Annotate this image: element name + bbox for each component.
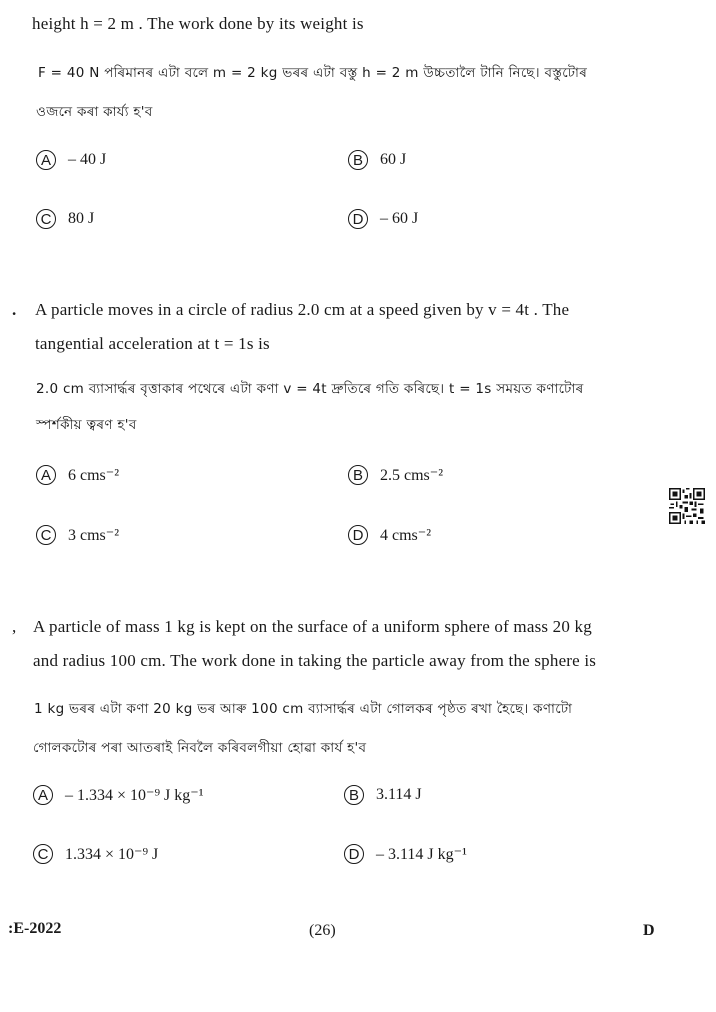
option-value: 3 cms⁻² xyxy=(68,527,120,544)
option-letter-d: D xyxy=(348,209,368,229)
q3-bullet: , xyxy=(12,617,17,636)
option-value: 60 J xyxy=(380,151,407,168)
option-letter-a: A xyxy=(33,785,53,805)
option-value: – 3.114 J kg⁻¹ xyxy=(376,846,467,863)
q1-option-b[interactable] xyxy=(348,150,406,170)
option-letter-a: A xyxy=(36,465,56,485)
q2-option-b[interactable] xyxy=(348,465,443,485)
q2-bullet: . xyxy=(12,300,17,319)
option-letter-b: B xyxy=(348,150,368,170)
option-letter-a: A xyxy=(36,150,56,170)
q3-assamese-line2: গোলকটোৰ পৰা আতৰাই নিবলৈ কৰিবলগীয়া হোৱা কাৰ্য হ'ব xyxy=(33,740,367,756)
q2-english-line2: tangential acceleration at t = 1s is xyxy=(35,334,270,353)
q3-option-b[interactable] xyxy=(344,785,422,805)
q1-assamese-line2: ওজনে কৰা কাৰ্য্য হ'ব xyxy=(36,104,153,120)
q2-assamese-line1: 2.0 cm ব্যাসাৰ্দ্ধৰ বৃত্তাকাৰ পথেৰে এটা কণা v = 4t দ্ৰুতিৰে গতি কৰিছে। t = 1s সময়ত কণাটোৰ xyxy=(36,381,584,397)
q2-option-a[interactable] xyxy=(36,465,119,485)
q1-english-tail: height h = 2 m . The work done by its weight is xyxy=(32,14,364,33)
option-letter-d: D xyxy=(344,844,364,864)
option-value: 80 J xyxy=(68,210,95,227)
option-value: 3.114 J xyxy=(376,786,422,803)
q1-option-d[interactable] xyxy=(348,209,418,229)
q1-option-c[interactable] xyxy=(36,209,94,229)
exam-code: :E-2022 xyxy=(8,920,62,937)
q3-option-a[interactable] xyxy=(33,785,204,805)
q3-assamese-line1: 1 kg ভৰৰ এটা কণা 20 kg ভৰ আৰু 100 cm ব্যাসাৰ্দ্ধৰ এটা গোলকৰ পৃষ্ঠত ৰখা হৈছে। কণাটো xyxy=(34,701,573,717)
q3-option-c[interactable] xyxy=(33,844,158,864)
qr-code-icon xyxy=(669,488,705,524)
option-letter-c: C xyxy=(36,525,56,545)
q3-option-d[interactable] xyxy=(344,844,467,864)
option-value: – 60 J xyxy=(380,210,419,227)
option-value: 2.5 cms⁻² xyxy=(380,467,444,484)
page-number: (26) xyxy=(309,922,336,939)
option-letter-b: B xyxy=(348,465,368,485)
q3-english-line2: and radius 100 cm. The work done in taking the particle away from the sphere is xyxy=(33,651,597,670)
option-value: – 1.334 × 10⁻⁹ J kg⁻¹ xyxy=(65,787,204,804)
q2-assamese-line2: স্পৰ্শকীয় ত্বৰণ হ'ব xyxy=(36,417,137,433)
option-letter-b: B xyxy=(344,785,364,805)
q1-assamese-line1: F = 40 N পৰিমানৰ এটা বলে m = 2 kg ভৰৰ এটা বস্তু h = 2 m উচ্চতালৈ টানি নিছে। বস্তুটোৰ xyxy=(38,65,588,81)
q2-english-line1: A particle moves in a circle of radius 2.0 cm at a speed given by v = 4t . The xyxy=(35,300,570,319)
option-value: 6 cms⁻² xyxy=(68,467,120,484)
option-value: 1.334 × 10⁻⁹ J xyxy=(65,846,159,863)
q2-option-c[interactable] xyxy=(36,525,119,545)
option-value: – 40 J xyxy=(68,151,107,168)
option-value: 4 cms⁻² xyxy=(380,527,432,544)
q2-option-d[interactable] xyxy=(348,525,431,545)
q1-option-a[interactable] xyxy=(36,150,106,170)
option-letter-c: C xyxy=(33,844,53,864)
option-letter-d: D xyxy=(348,525,368,545)
q3-english-line1: A particle of mass 1 kg is kept on the surface of a uniform sphere of mass 20 kg xyxy=(33,617,592,636)
set-letter: D xyxy=(643,922,655,939)
option-letter-c: C xyxy=(36,209,56,229)
